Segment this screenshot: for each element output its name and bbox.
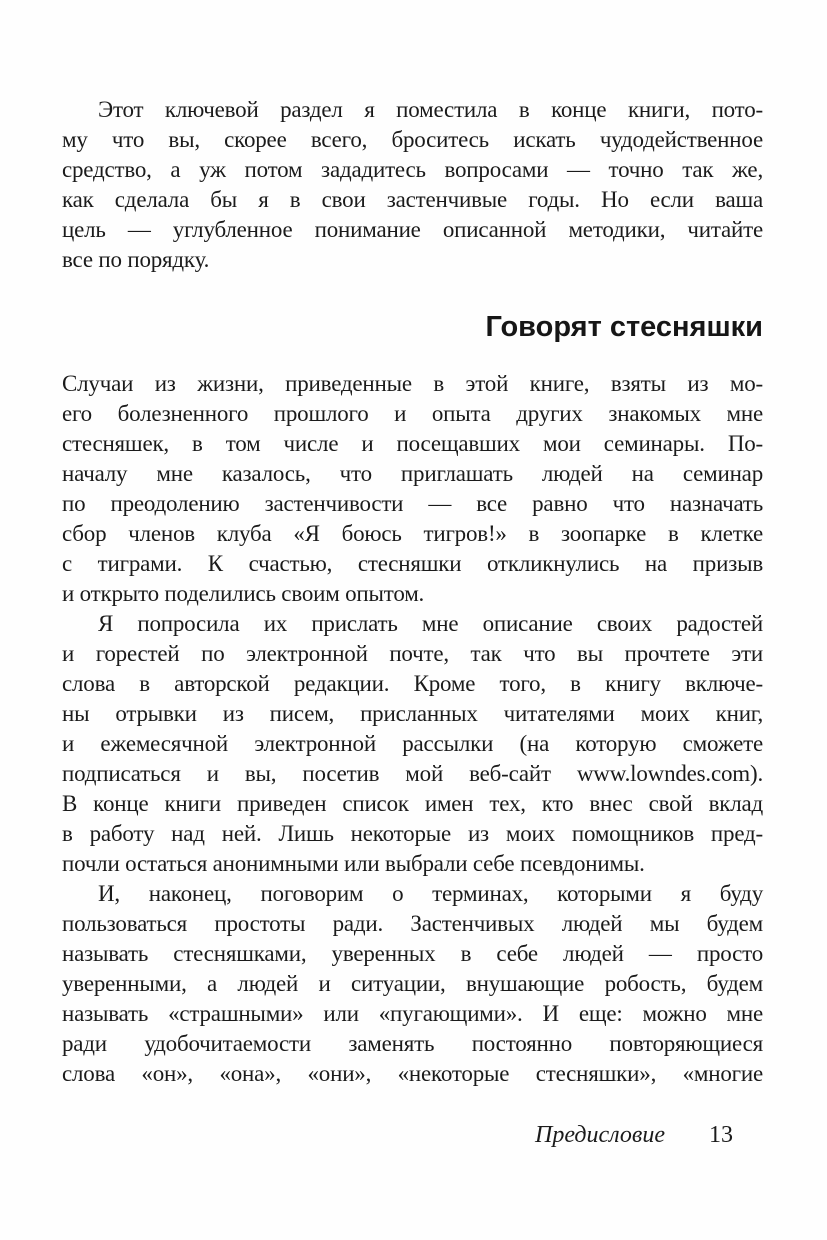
text-line: все по порядку. <box>62 247 210 272</box>
text-line: подписаться и вы, посетив мой веб-сайт www.lowndes.com). <box>62 761 763 786</box>
footer-page-number: 13 <box>709 1122 733 1148</box>
text-line: называть «страшными» или «пугающими». И еще: можно мне <box>62 1001 763 1026</box>
text-line: почли остаться анонимными или выбрали себе псевдонимы. <box>62 851 645 876</box>
text-line: средство, а уж потом зададитесь вопросами — точно так же, <box>62 157 763 182</box>
text-line: по преодолению застенчивости — все равно что назначать <box>62 491 763 516</box>
text-line: ны отрывки из писем, присланных читателями моих книг, <box>62 701 763 726</box>
text-content <box>62 95 763 1089</box>
paragraph <box>62 879 763 1089</box>
text-line: и горестей по электронной почте, так что вы прочтете эти <box>62 641 763 666</box>
paragraph <box>62 95 763 275</box>
text-line: И, наконец, поговорим о терминах, которыми я буду <box>98 881 763 906</box>
text-line: Я попросила их прислать мне описание своих радостей <box>98 611 763 636</box>
paragraph <box>62 369 763 609</box>
text-line: цель — углубленное понимание описанной методики, читайте <box>62 217 763 242</box>
text-line: пользоваться простоты ради. Застенчивых людей мы будем <box>62 911 763 936</box>
paragraph <box>62 609 763 879</box>
text-line: и ежемесячной электронной рассылки (на которую сможете <box>62 731 763 756</box>
text-line: называть стесняшками, уверенных в себе людей — просто <box>62 941 763 966</box>
text-line: в работу над ней. Лишь некоторые из моих помощников пред- <box>62 821 763 846</box>
section-heading: Говорят стесняшки <box>485 311 763 343</box>
text-line: слова в авторской редакции. Кроме того, в книгу включе- <box>62 671 763 696</box>
text-line: слова «он», «она», «они», «некоторые стесняшки», «многие <box>62 1061 763 1086</box>
text-line: Случаи из жизни, приведенные в этой книге, взяты из мо- <box>62 371 763 396</box>
text-line: Этот ключевой раздел я поместила в конце книги, пото- <box>98 97 763 122</box>
page-footer <box>62 1120 763 1150</box>
text-line: с тиграми. К счастью, стесняшки откликнулись на призыв <box>62 551 763 576</box>
text-line: стесняшек, в том числе и посещавших мои семинары. По- <box>62 431 763 456</box>
footer-section-title: Предисловие <box>534 1122 665 1148</box>
text-line: его болезненного прошлого и опыта других знакомых мне <box>62 401 763 426</box>
text-line: сбор членов клуба «Я боюсь тигров!» в зоопарке в клетке <box>62 521 763 546</box>
text-line: уверенными, а людей и ситуации, внушающие робость, будем <box>62 971 763 996</box>
text-line: ради удобочитаемости заменять постоянно повторяющиеся <box>62 1031 763 1056</box>
text-line: как сделала бы я в свои застенчивые годы. Но если ваша <box>62 187 763 212</box>
text-line: му что вы, скорее всего, броситесь искать чудодейственное <box>62 127 763 152</box>
page-body <box>62 95 763 1089</box>
text-line: В конце книги приведен список имен тех, кто внес свой вклад <box>62 791 763 816</box>
text-line: началу мне казалось, что приглашать людей на семинар <box>62 461 763 486</box>
text-line: и открыто поделились своим опытом. <box>62 581 425 606</box>
